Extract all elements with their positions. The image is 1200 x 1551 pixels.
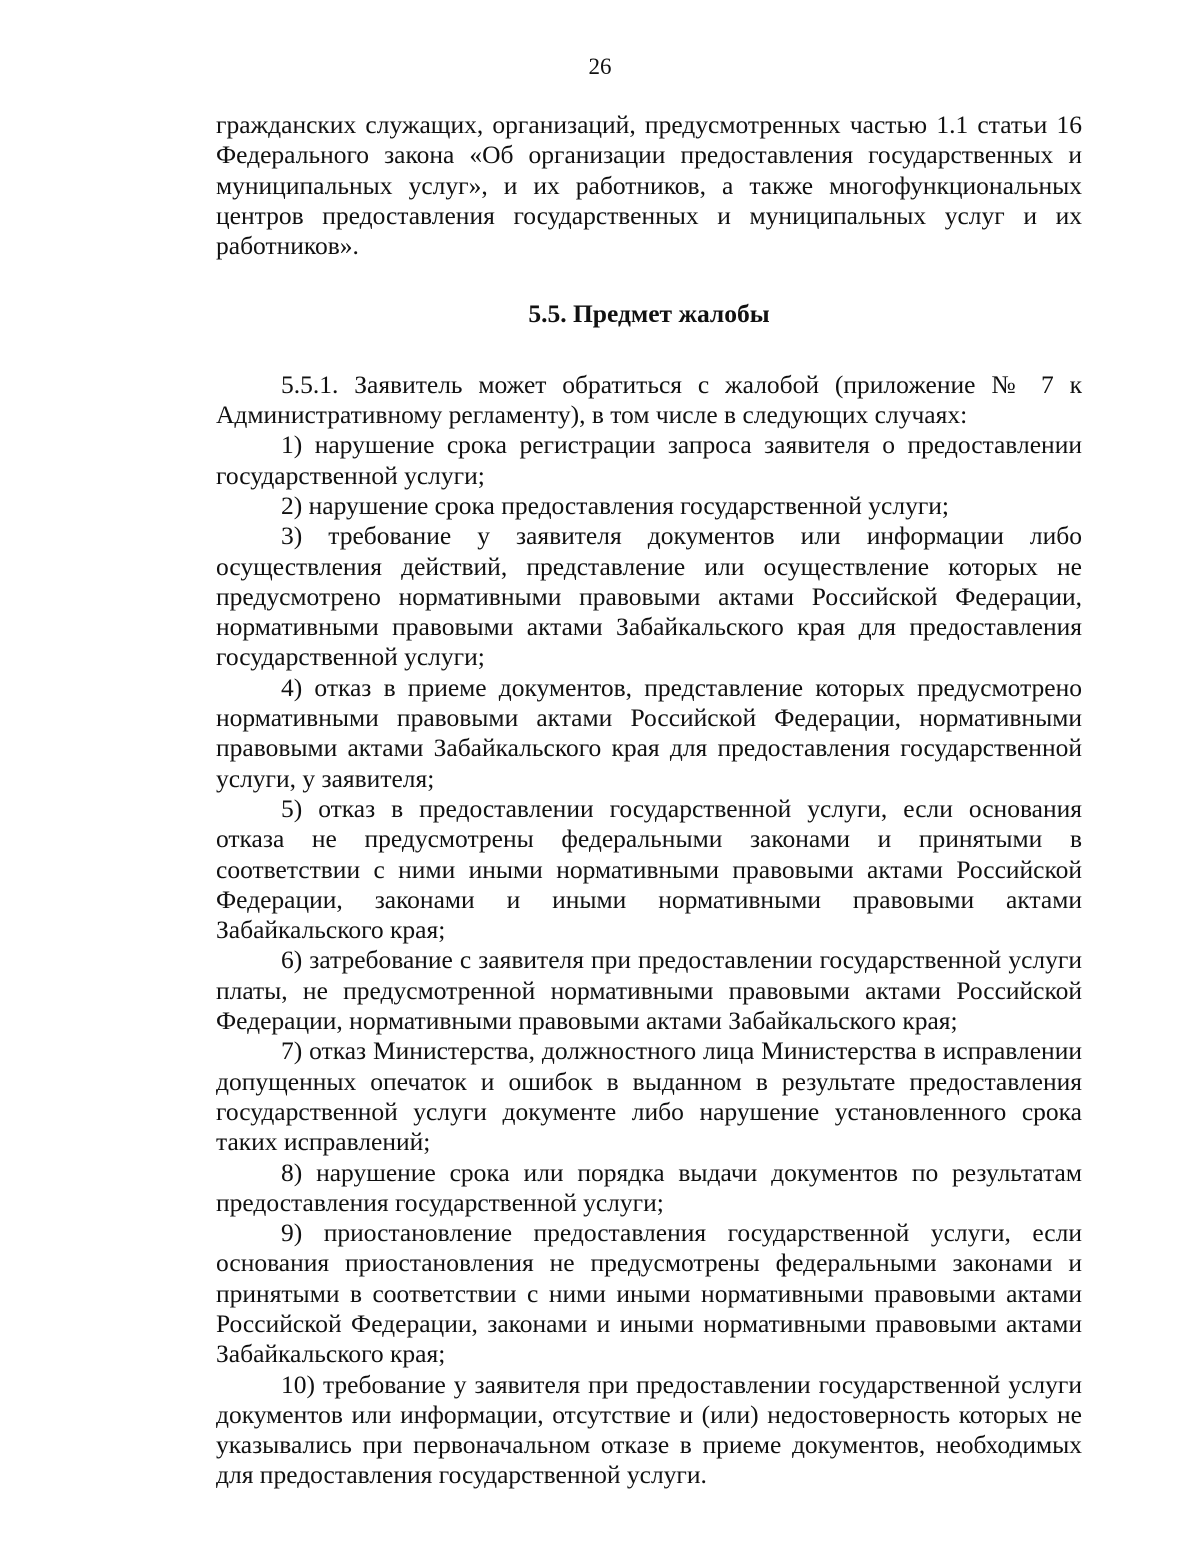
list-item-6: 6) затребование с заявителя при предоставлении государственной услуги платы, не предусмотренной нормативными правовыми актами Российской Федерации, нормативными правовыми актами Забайкальского края; — [216, 945, 1082, 1036]
section-heading: 5.5. Предмет жалобы — [528, 299, 770, 329]
document-body — [216, 110, 1082, 1491]
list-item-9: 9) приостановление предоставления государственной услуги, если основания приостановления не предусмотрены федеральными законами и принятыми в соответствии с ними иными нормативными правовыми актами Российской Федерации, законами и иными нормативными правовыми актами Забайкальского края; — [216, 1218, 1082, 1369]
list-item-3: 3) требование у заявителя документов или информации либо осуществления действий, представление или осуществление которых не предусмотрено нормативными правовыми актами Российской Федерации, нормативными правовыми актами Забайкальского края для предоставления государственной услуги; — [216, 521, 1082, 672]
list-item-5: 5) отказ в предоставлении государственной услуги, если основания отказа не предусмотрены федеральными законами и принятыми в соответствии с ними иными нормативными правовыми актами Российской Федерации, законами и иными нормативными правовыми актами Забайкальского края; — [216, 793, 1082, 945]
list-item-4: 4) отказ в приеме документов, представление которых предусмотрено нормативными правовыми актами Российской Федерации, нормативными правовыми актами Забайкальского края для предоставления государственной услуги, у заявителя; — [216, 672, 1082, 793]
list-item-7: 7) отказ Министерства, должностного лица Министерства в исправлении допущенных опечаток и ошибок в выданном в результате предоставления государственной услуги документе либо нарушение установленного срока таких исправлений; — [216, 1036, 1082, 1157]
page-number: 26 — [588, 54, 612, 79]
list-item-2: 2) нарушение срока предоставления государственной услуги; — [281, 490, 950, 520]
intro-paragraph: гражданских служащих, организаций, предусмотренных частью 1.1 статьи 16 Федерального закона «Об организации предоставления государственных и муниципальных услуг», и их работников, а также многофункциональных центров предоставления государственных и муниципальных услуг и их работников». — [216, 110, 1082, 261]
list-item-1: 1) нарушение срока регистрации запроса заявителя о предоставлении государственной услуги; — [216, 430, 1082, 490]
list-item-10: 10) требование у заявителя при предоставлении государственной услуги документов или информации, отсутствие и (или) недостоверность которых не указывались при первоначальном отказе в приеме документов, необходимых для предоставления государственной услуги. — [216, 1369, 1082, 1490]
lead-paragraph: 5.5.1. Заявитель может обратиться с жалобой (приложение № 7 к Административному регламенту), в том числе в следующих случаях: — [216, 369, 1082, 430]
list-item-8: 8) нарушение срока или порядка выдачи документов по результатам предоставления государственной услуги; — [216, 1157, 1082, 1217]
